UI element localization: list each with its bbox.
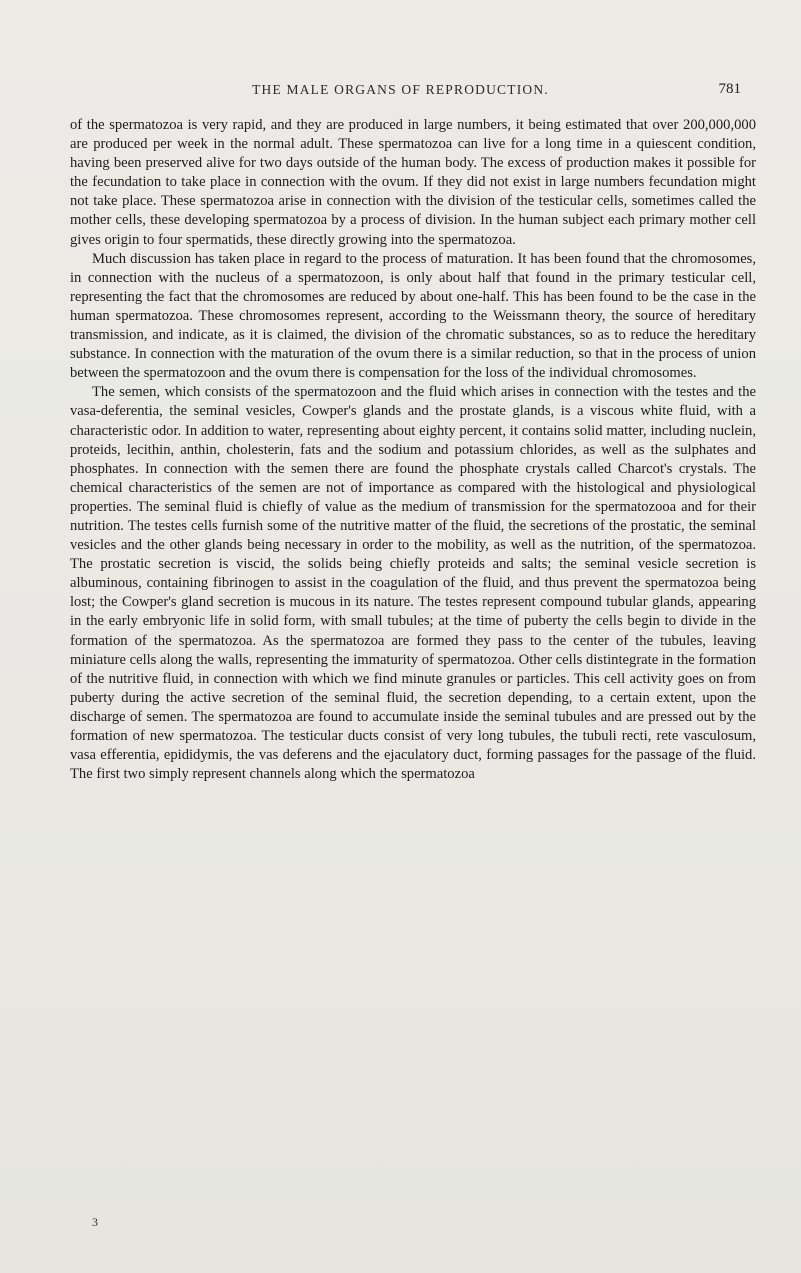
paragraph-2: Much discussion has taken place in regard to the process of maturation. It has been found that the chromosomes, in connection with the nucleus of a spermatozoon, is only about half that found in the primary testicular cell, representing the fact that the chromosomes are reduced by about one-half. This has been found to be the case in the human spermatozoa. These chromosomes represent, according to the Weissmann theory, the source of hereditary transmission, and indicate, as it is claimed, the division of the chromatic substances, so as to reduce the hereditary substance. In connection with the maturation of the ovum there is a similar reduction, so that in the process of union between the spermatozoon and the ovum there is compensation for the loss of the individual chromosomes. xyxy=(70,250,756,382)
page-number: 781 xyxy=(718,81,741,97)
paragraph-3: The semen, which consists of the spermatozoon and the fluid which arises in connection with the testes and the vasa-deferentia, the seminal vesicles, Cowper's glands and the prostate glands, is a viscous white fluid, with a characteristic odor. In addition to water, representing about eighty percent, it contains solid matter, including nuclein, proteids, lecithin, anthin, cholesterin, fats and the sodium and potassium chlorides, as well as the sulphates and phosphates. In connection with the semen there are found the phosphate crystals called Charcot's crystals. The chemical characteristics of the semen are not of importance as compared with the histological and physiological properties. The seminal fluid is chiefly of value as the medium of transmission for the spermatozooa and for their nutrition. The testes cells furnish some of the nutritive matter of the fluid, the secretions of the prostatic, the seminal vesicles and the other glands being necessary in order to the mobility, as well as the nutrition, of the spermatozoa. The prostatic secretion is viscid, the solids being chiefly proteids and salts; the seminal vesicle secretion is albuminous, containing fibrinogen to assist in the coagulation of the fluid, and thus prevent the spermatozoa being lost; the Cowper's gland secretion is mucous in its nature. The testes represent compound tubular glands, appearing in the early embryonic life in solid form, with small tubules; at the time of puberty the cells begin to divide in the formation of the spermatozoa. As the spermatozoa are formed they pass to the center of the tubules, leaving miniature cells along the walls, representing the immaturity of spermatozoa. Other cells distintegrate in the formation of the nutritive fluid, in connection with which we find minute granules or particles. This cell activity goes on from puberty during the active secretion of the seminal fluid, the secretion depending, to a certain extent, upon the discharge of semen. The spermatozoa are found to accumulate inside the seminal tubules and are pressed out by the formation of new spermatozoa. The testicular ducts consist of very long tubules, the tubuli recti, rete vasculosum, vasa efferentia, epididymis, the vas deferens and the ejaculatory duct, forming passages for the passage of the fluid. The first two simply represent channels along which the spermatozoa xyxy=(70,384,756,783)
paragraph-1: of the spermatozoa is very rapid, and they are produced in large numbers, it being estimated that over 200,000,000 are produced per week in the normal adult. These spermatozoa can live for a long time in a quiescent condition, having been preserved alive for two days outside of the human body. The excess of production makes it possible for the fecundation to take place in connection with the ovum. If they did not exist in large numbers fecundation might not take place. These spermatozoa arise in connection with the division of the testicular cells, sometimes called the mother cells, these developing spermatozoa by a process of division. In the human subject each primary mother cell gives origin to four spermatids, these directly growing into the spermatozoa. xyxy=(70,117,756,248)
running-head xyxy=(0,82,801,102)
signature-mark: 3 xyxy=(92,1215,98,1229)
body-text xyxy=(70,116,756,784)
running-title: THE MALE ORGANS OF REPRODUCTION. xyxy=(252,82,549,97)
